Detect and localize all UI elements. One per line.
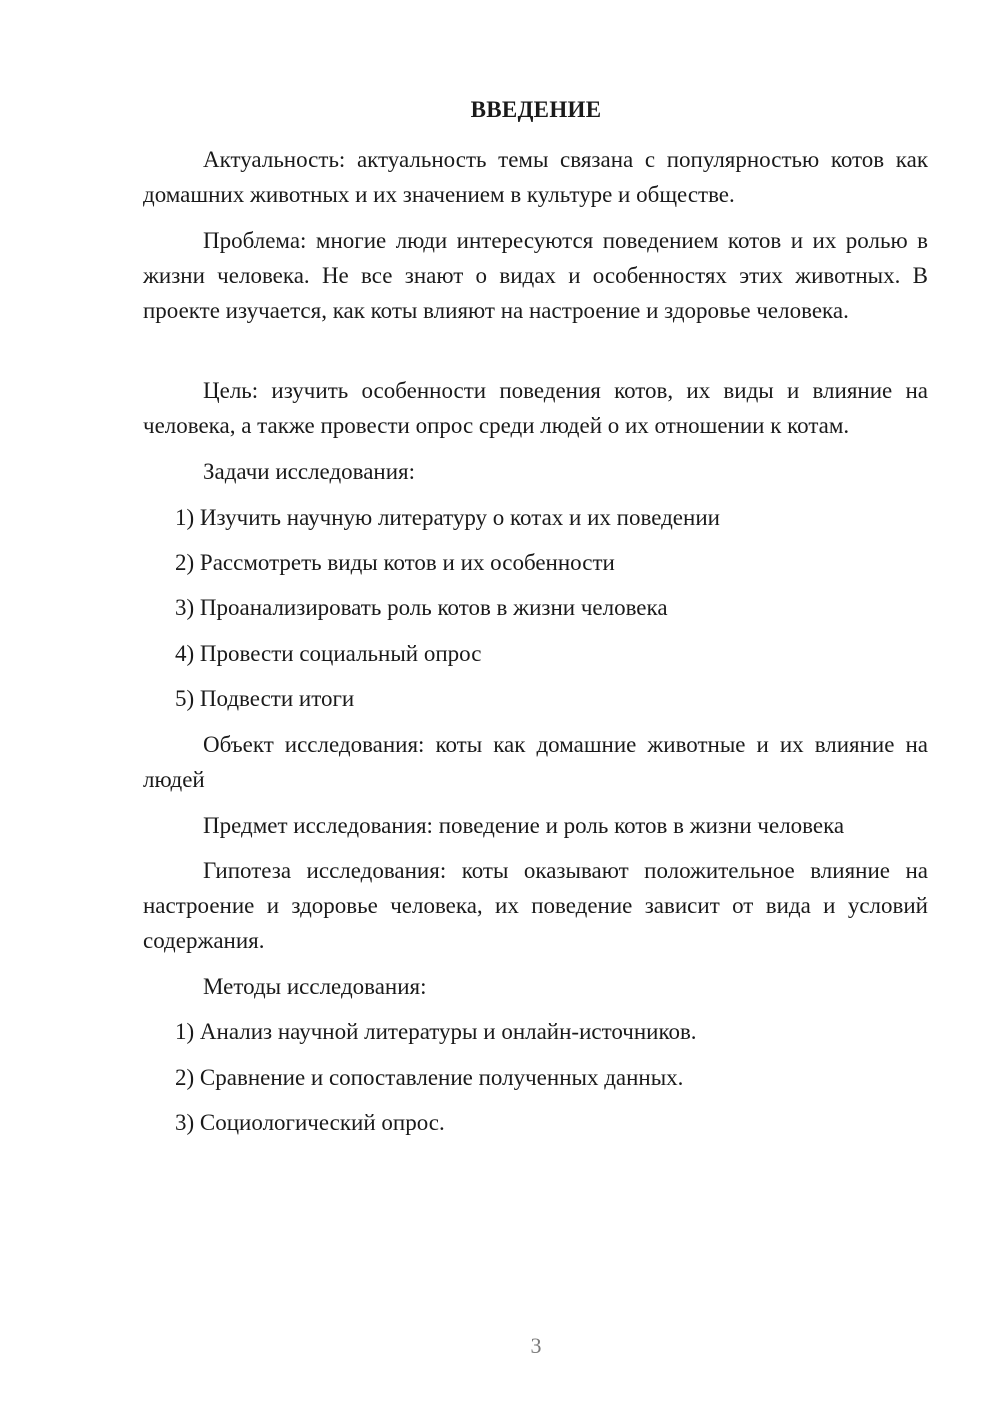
- tasks-heading: Задачи исследования:: [203, 459, 416, 484]
- method-item: 3) Социологический опрос.: [175, 1110, 445, 1135]
- object-paragraph: Объект исследования: коты как домашние животные и их влияние на людей: [143, 732, 928, 792]
- task-item: 3) Проанализировать роль котов в жизни человека: [175, 595, 668, 620]
- method-item: 1) Анализ научной литературы и онлайн-источников.: [175, 1019, 697, 1044]
- problem-paragraph: Проблема: многие люди интересуются поведением котов и их ролью в жизни человека. Не все знают о видах и особенностях этих животных. В проекте изучается, как коты влияют на настроение и здоровье человека.: [143, 228, 928, 323]
- page-title: ВВЕДЕНИЕ: [470, 97, 602, 122]
- relevance-paragraph: Актуальность: актуальность темы связана с популярностью котов как домашних животных и их значением в культуре и обществе.: [143, 147, 928, 207]
- page-number: 3: [530, 1333, 542, 1358]
- methods-heading: Методы исследования:: [203, 974, 427, 999]
- task-item: 5) Подвести итоги: [175, 686, 355, 711]
- subject-paragraph: Предмет исследования: поведение и роль котов в жизни человека: [203, 813, 845, 838]
- method-item: 2) Сравнение и сопоставление полученных данных.: [175, 1065, 684, 1090]
- goal-paragraph: Цель: изучить особенности поведения котов, их виды и влияние на человека, а также провести опрос среди людей о их отношении к котам.: [143, 378, 928, 438]
- task-item: 1) Изучить научную литературу о котах и их поведении: [175, 505, 720, 530]
- hypothesis-paragraph: Гипотеза исследования: коты оказывают положительное влияние на настроение и здоровье человека, их поведение зависит от вида и условий содержания.: [143, 858, 928, 953]
- task-item: 2) Рассмотреть виды котов и их особенности: [175, 550, 615, 575]
- task-item: 4) Провести социальный опрос: [175, 641, 482, 666]
